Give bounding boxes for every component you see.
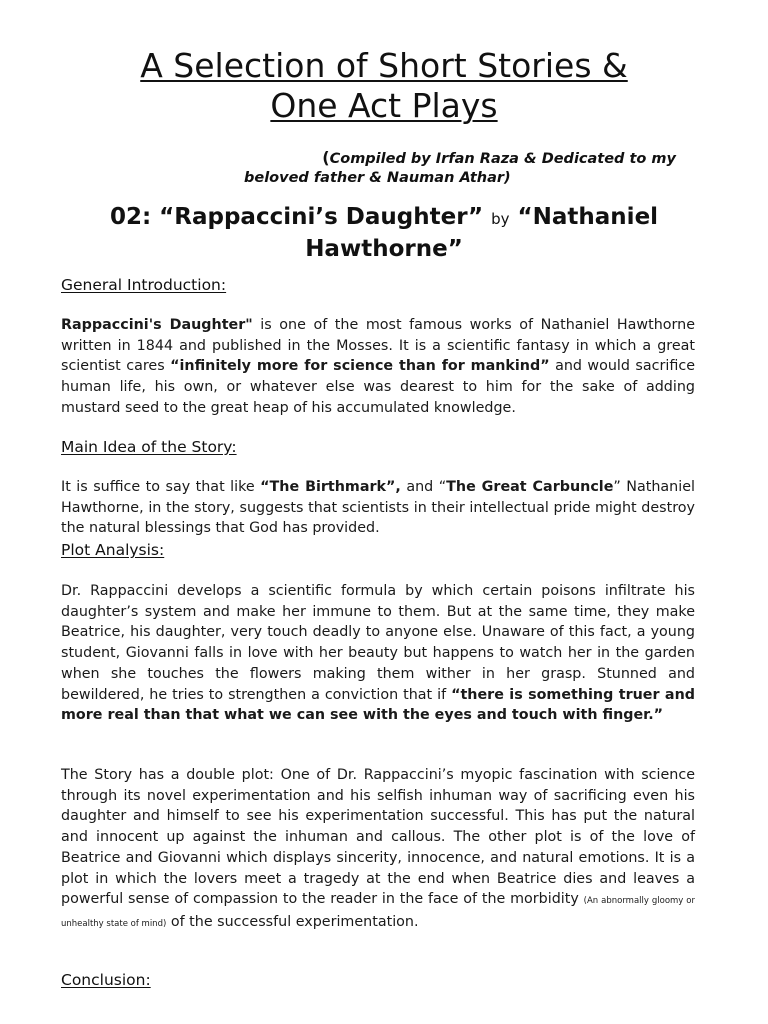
heading-general-introduction: General Introduction: [61,276,227,294]
story-title-by: by [491,210,510,228]
story-title-line2: Hawthorne” [305,236,463,262]
heading-main-idea: Main Idea of the Story: [61,438,237,456]
main-idea-bold-b: The Great Carbuncle [446,479,614,495]
intro-text-a: is one of the most famous works of Nathaniel Hawthorne written in 1844 and published in the Mosses. It is a scientific fantasy in which a great scientist cares [61,317,695,375]
intro-bold-start: Rappaccini's Daughter" [61,317,253,333]
compiled-line1: Compiled by Irfan Raza & Dedicated to my [329,151,676,167]
story-title-part2: “Nathaniel [517,204,659,230]
heading-conclusion: Conclusion: [61,971,151,989]
intro-bold-quote: “infinitely more for science than for mankind” [170,358,550,375]
paragraph-plot-analysis-2 [61,765,695,935]
main-idea-text-c: ” Nathaniel Hawthorne, in the story, suggests that scientists in their intellectual pride might destroy the natural blessings that God has provided. [61,479,695,537]
main-idea-text-b: and “ [400,479,447,495]
main-idea-bold-a: “The Birthmark”, [260,479,401,495]
document-title [60,46,708,126]
paragraph-general-introduction [61,315,695,419]
paragraph-main-idea [61,477,695,539]
intro-text-b: and would sacrifice human life, his own, or whatever else was dearest to him for the sake of adding mustard seed to the great heap of his accumulated knowledge. [61,358,695,416]
main-idea-text-a: It is suffice to say that like [61,479,261,495]
paragraph-plot-analysis-1 [61,581,695,726]
story-title [60,202,708,264]
plot-p1-text: Dr. Rappaccini develops a scientific formula by which certain poisons infiltrate his daughter’s system and make her immune to them. But at the same time, they make Beatrice, his daughter, very touch deadly to anyone else. Unaware of this fact, a young student, Giovanni falls in love with her beauty but happens to watch her in the garden when she touches the flowers making them wither in her grasp. Stunned and bewildered, he tries to strengthen a conviction that if [61,583,695,703]
plot-p2-text-b: of the successful experimentation. [166,913,419,930]
plot-p2-text-a: The Story has a double plot: One of Dr. Rappaccini’s myopic fascination with science through its novel experimentation and his selfish inhuman way of sacrificing even his daughter and himself to see his experimentation successful. This has put the natural and innocent up against the inhuman and callous. The other plot is of the love of Beatrice and Giovanni which displays sincerity, innocence, and natural emotions. It is a plot in which the lovers meet a tragedy at the end when Beatrice dies and leaves a powerful sense of compassion to the reader in the face of the morbidity [61,767,695,908]
document-title-line2: One Act Plays [270,86,498,125]
compiled-line2: beloved father & Nauman Athar) [244,170,511,186]
plot-p1-bold: “there is something truer and more real than that what we can see with the eyes and touch with finger.” [61,686,695,724]
plot-p2-small-note: (An abnormally gloomy or unhealthy state of mind) [61,896,695,929]
heading-plot-analysis: Plot Analysis: [61,541,165,559]
document-title-line1: A Selection of Short Stories & [140,46,628,85]
story-title-part1: 02: “Rappaccini’s Daughter” [109,204,484,230]
compiled-open-paren: ( [322,148,330,167]
compiled-by-note [230,148,690,188]
